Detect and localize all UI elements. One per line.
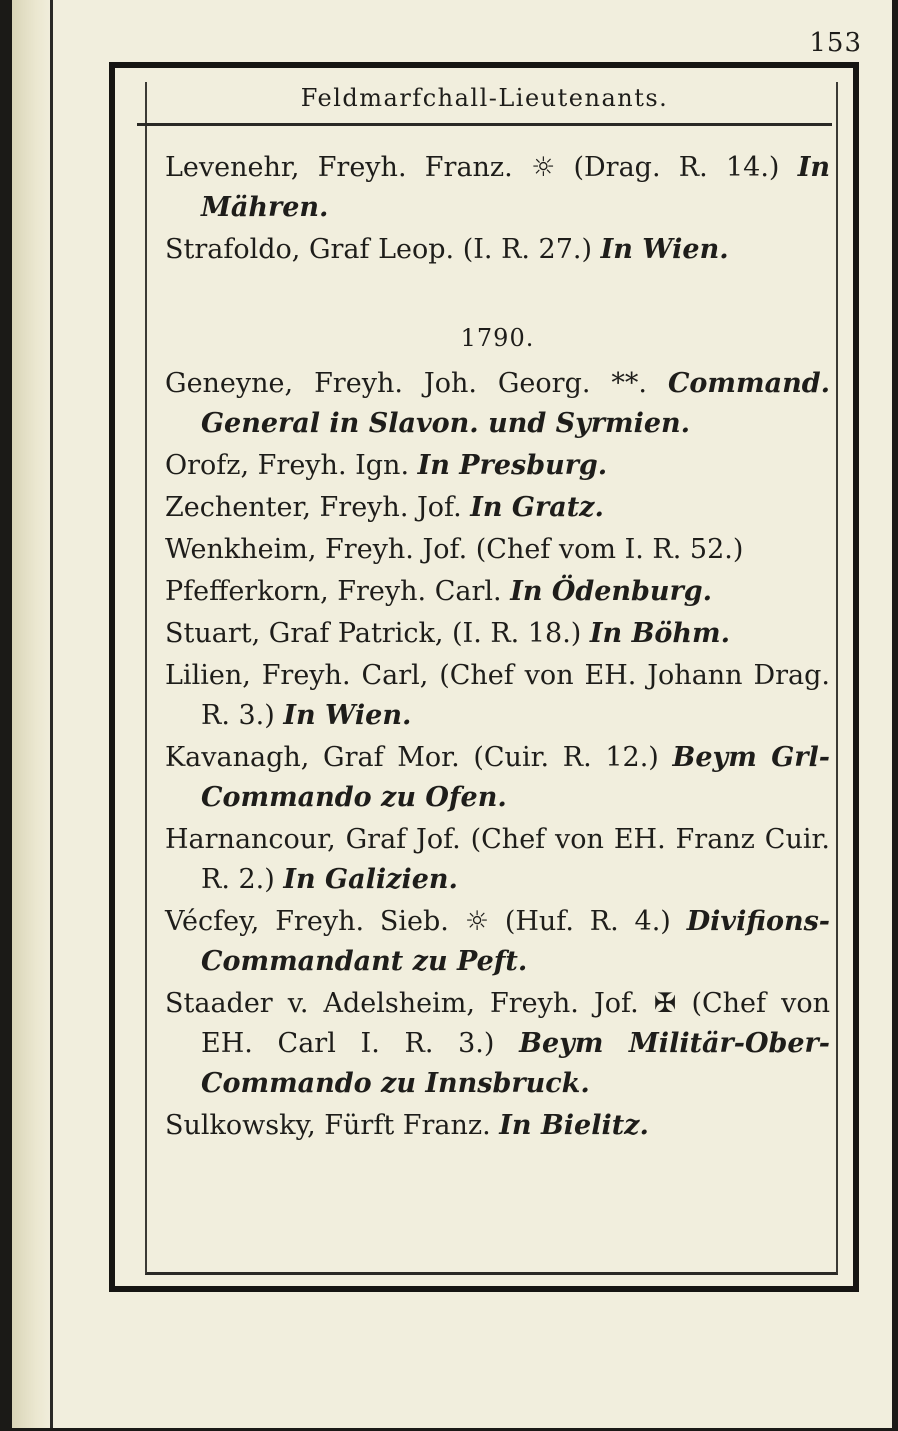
entry-place: In Gratz. [470,492,604,523]
list-item [165,148,830,228]
list-item [165,614,830,654]
entry-place: In Ödenburg. [510,576,713,607]
entry-name: Strafoldo, Graf Leop. (I. R. 27.) [165,234,593,265]
entry-place: In Böhm. [589,618,731,649]
year-heading: 1790. [460,324,535,352]
gutter-line [50,0,53,1428]
list-item [165,572,830,612]
list-item [165,820,830,900]
entry-name: Vécfey, Freyh. Sieb. ☼ (Huf. R. 4.) [165,906,671,937]
entry-place: Divifions-Commandant zu Peft. [201,906,830,977]
list-item [165,446,830,486]
entry-name: Lilien, Freyh. Carl, (Chef von EH. Johann Drag. R. 3.) [165,660,830,731]
entry-name: Staader v. Adelsheim, Freyh. Jof. ✠ (Chef von EH. Carl I. R. 3.) [165,988,830,1059]
entry-list [165,148,830,1148]
entry-name: Wenkheim, Freyh. Jof. (Chef vom I. R. 52.) [165,534,744,565]
page-number: 153 [809,28,862,58]
list-item [165,530,830,570]
entry-place: Command. General in Slavon. und Syrmien. [201,368,830,439]
entry-name: Stuart, Graf Patrick, (I. R. 18.) [165,618,582,649]
list-item [165,488,830,528]
entry-name: Sulkowsky, Fürft Franz. [165,1110,491,1141]
list-item [165,656,830,736]
entry-place: In Wien. [283,700,412,731]
entry-name: Zechenter, Freyh. Jof. [165,492,462,523]
entry-place: In Presburg. [417,450,608,481]
entry-name: Orofz, Freyh. Ign. [165,450,410,481]
entry-place: In Mähren. [201,152,830,223]
list-item [165,230,830,270]
entry-place: Beym Grl-Commando zu Ofen. [201,742,830,813]
entry-name: Levenehr, Freyh. Franz. ☼ (Drag. R. 14.) [165,152,780,183]
list-item [165,364,830,444]
entry-place: In Wien. [600,234,729,265]
entry-place: In Galizien. [283,864,458,895]
entry-name: Kavanagh, Graf Mor. (Cuir. R. 12.) [165,742,659,773]
list-item [165,902,830,982]
entry-name: Geneyne, Freyh. Joh. Georg. **. [165,368,647,399]
page-gutter [12,0,52,1428]
entry-name: Harnancour, Graf Jof. (Chef von EH. Franz Cuir. R. 2.) [165,824,830,895]
entry-place: Beym Militär-Ober-Commando zu Innsbruck. [201,1028,830,1099]
entry-name: Pfefferkorn, Freyh. Carl. [165,576,502,607]
list-item [165,738,830,818]
list-item [165,1106,830,1146]
entry-place: In Bielitz. [499,1110,649,1141]
header-rule [137,123,832,126]
section-title: Feldmarfchall-Lieutenants. [300,84,669,112]
list-item [165,984,830,1104]
